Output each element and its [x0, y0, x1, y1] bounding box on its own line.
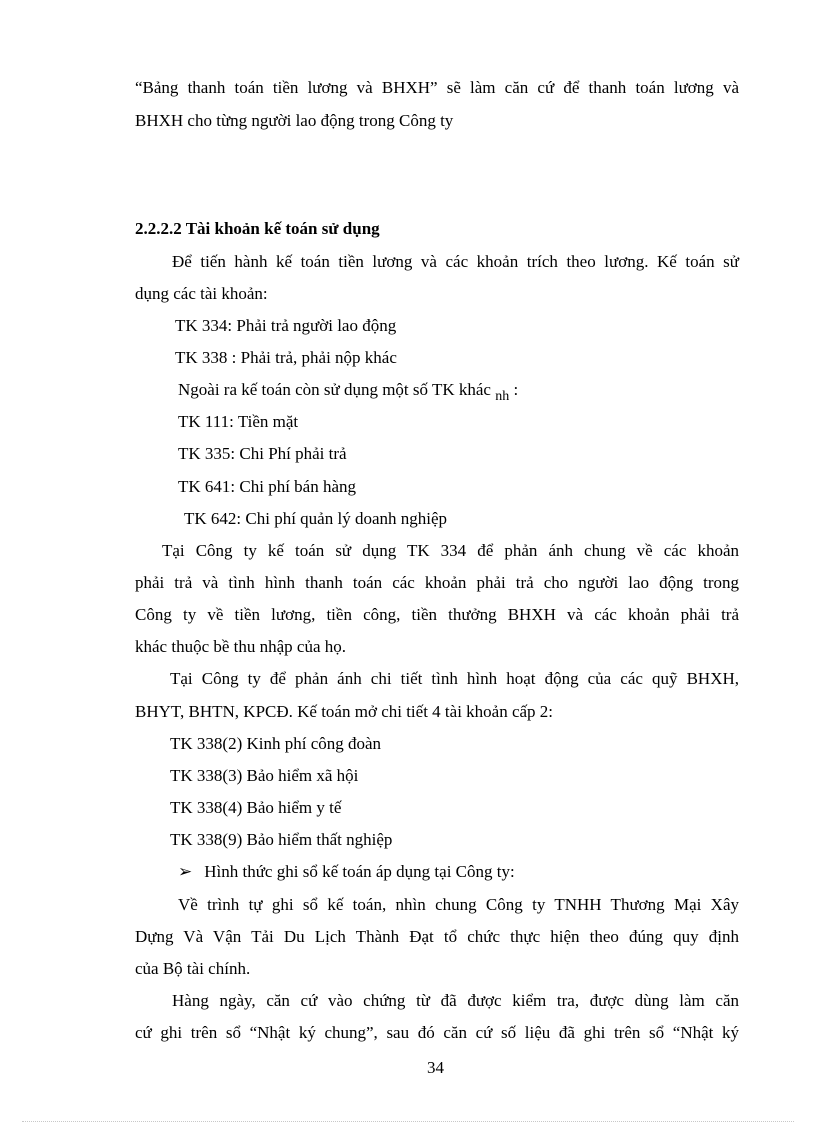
text-line: “Bảng thanh toán tiền lương và BHXH” sẽ làm căn cứ để thanh toán lương và	[135, 78, 739, 97]
bullet-line	[178, 862, 515, 882]
text-line: Tại Công ty để phản ánh chi tiết tình hình hoạt động của các quỹ BHXH,	[170, 669, 739, 688]
text-line: BHXH cho từng người lao động trong Công ty	[135, 111, 454, 130]
text-fragment: Ngoài ra kế toán còn sử dụng một số TK khác	[178, 380, 491, 399]
text-fragment: Hình thức ghi sổ kế toán áp dụng tại Công ty:	[204, 862, 515, 881]
text-line: phải trả và tình hình thanh toán các khoản phải trả cho người lao động trong	[135, 573, 739, 592]
account-item: TK 338(2) Kinh phí công đoàn	[170, 734, 382, 753]
page-bottom-divider	[22, 1121, 794, 1122]
account-item: TK 334: Phải trả người lao động	[175, 316, 397, 335]
text-line: Tại Công ty kế toán sử dụng TK 334 để phản ánh chung về các khoản	[162, 541, 739, 560]
text-line: của Bộ tài chính.	[135, 959, 251, 978]
text-line: BHYT, BHTN, KPCĐ. Kế toán mở chi tiết 4 tài khoản cấp 2:	[135, 702, 554, 721]
text-line: Để tiến hành kế toán tiền lương và các khoản trích theo lương. Kế toán sử	[172, 252, 739, 271]
text-line: Công ty về tiền lương, tiền công, tiền thưởng BHXH và các khoản phải trả	[135, 605, 739, 624]
text-fragment: :	[513, 380, 519, 399]
account-item: TK 338 : Phải trả, phải nộp khác	[175, 348, 397, 367]
text-line: khác thuộc bề thu nhập của họ.	[135, 637, 347, 656]
text-line: Hàng ngày, căn cứ vào chứng từ đã được kiểm tra, được dùng làm căn	[172, 991, 739, 1010]
text-line: dụng các tài khoản:	[135, 284, 268, 303]
text-line: Dựng Và Vận Tải Du Lịch Thành Đạt tổ chức thực hiện theo đúng quy định	[135, 927, 739, 946]
arrow-bullet-icon: ➢	[178, 862, 193, 881]
account-item: TK 338(9) Bảo hiểm thất nghiệp	[170, 830, 393, 849]
account-item: TK 641: Chi phí bán hàng	[178, 477, 357, 496]
page-number: 34	[427, 1058, 444, 1077]
text-fragment: nh	[495, 389, 510, 404]
text-line	[178, 380, 518, 402]
account-item: TK 642: Chi phí quản lý doanh nghiệp	[184, 509, 448, 528]
account-item: TK 338(3) Bảo hiểm xã hội	[170, 766, 359, 785]
section-heading: 2.2.2.2 Tài khoản kế toán sử dụng	[135, 219, 380, 238]
account-item: TK 338(4) Bảo hiểm y tế	[170, 798, 342, 817]
account-item: TK 335: Chi Phí phải trả	[178, 444, 347, 463]
text-line: cứ ghi trên sổ “Nhật ký chung”, sau đó căn cứ số liệu đã ghi trên sổ “Nhật ký	[135, 1023, 739, 1042]
text-line: Về trình tự ghi sổ kế toán, nhìn chung Công ty TNHH Thương Mại Xây	[178, 895, 739, 914]
account-item: TK 111: Tiền mặt	[178, 412, 299, 431]
